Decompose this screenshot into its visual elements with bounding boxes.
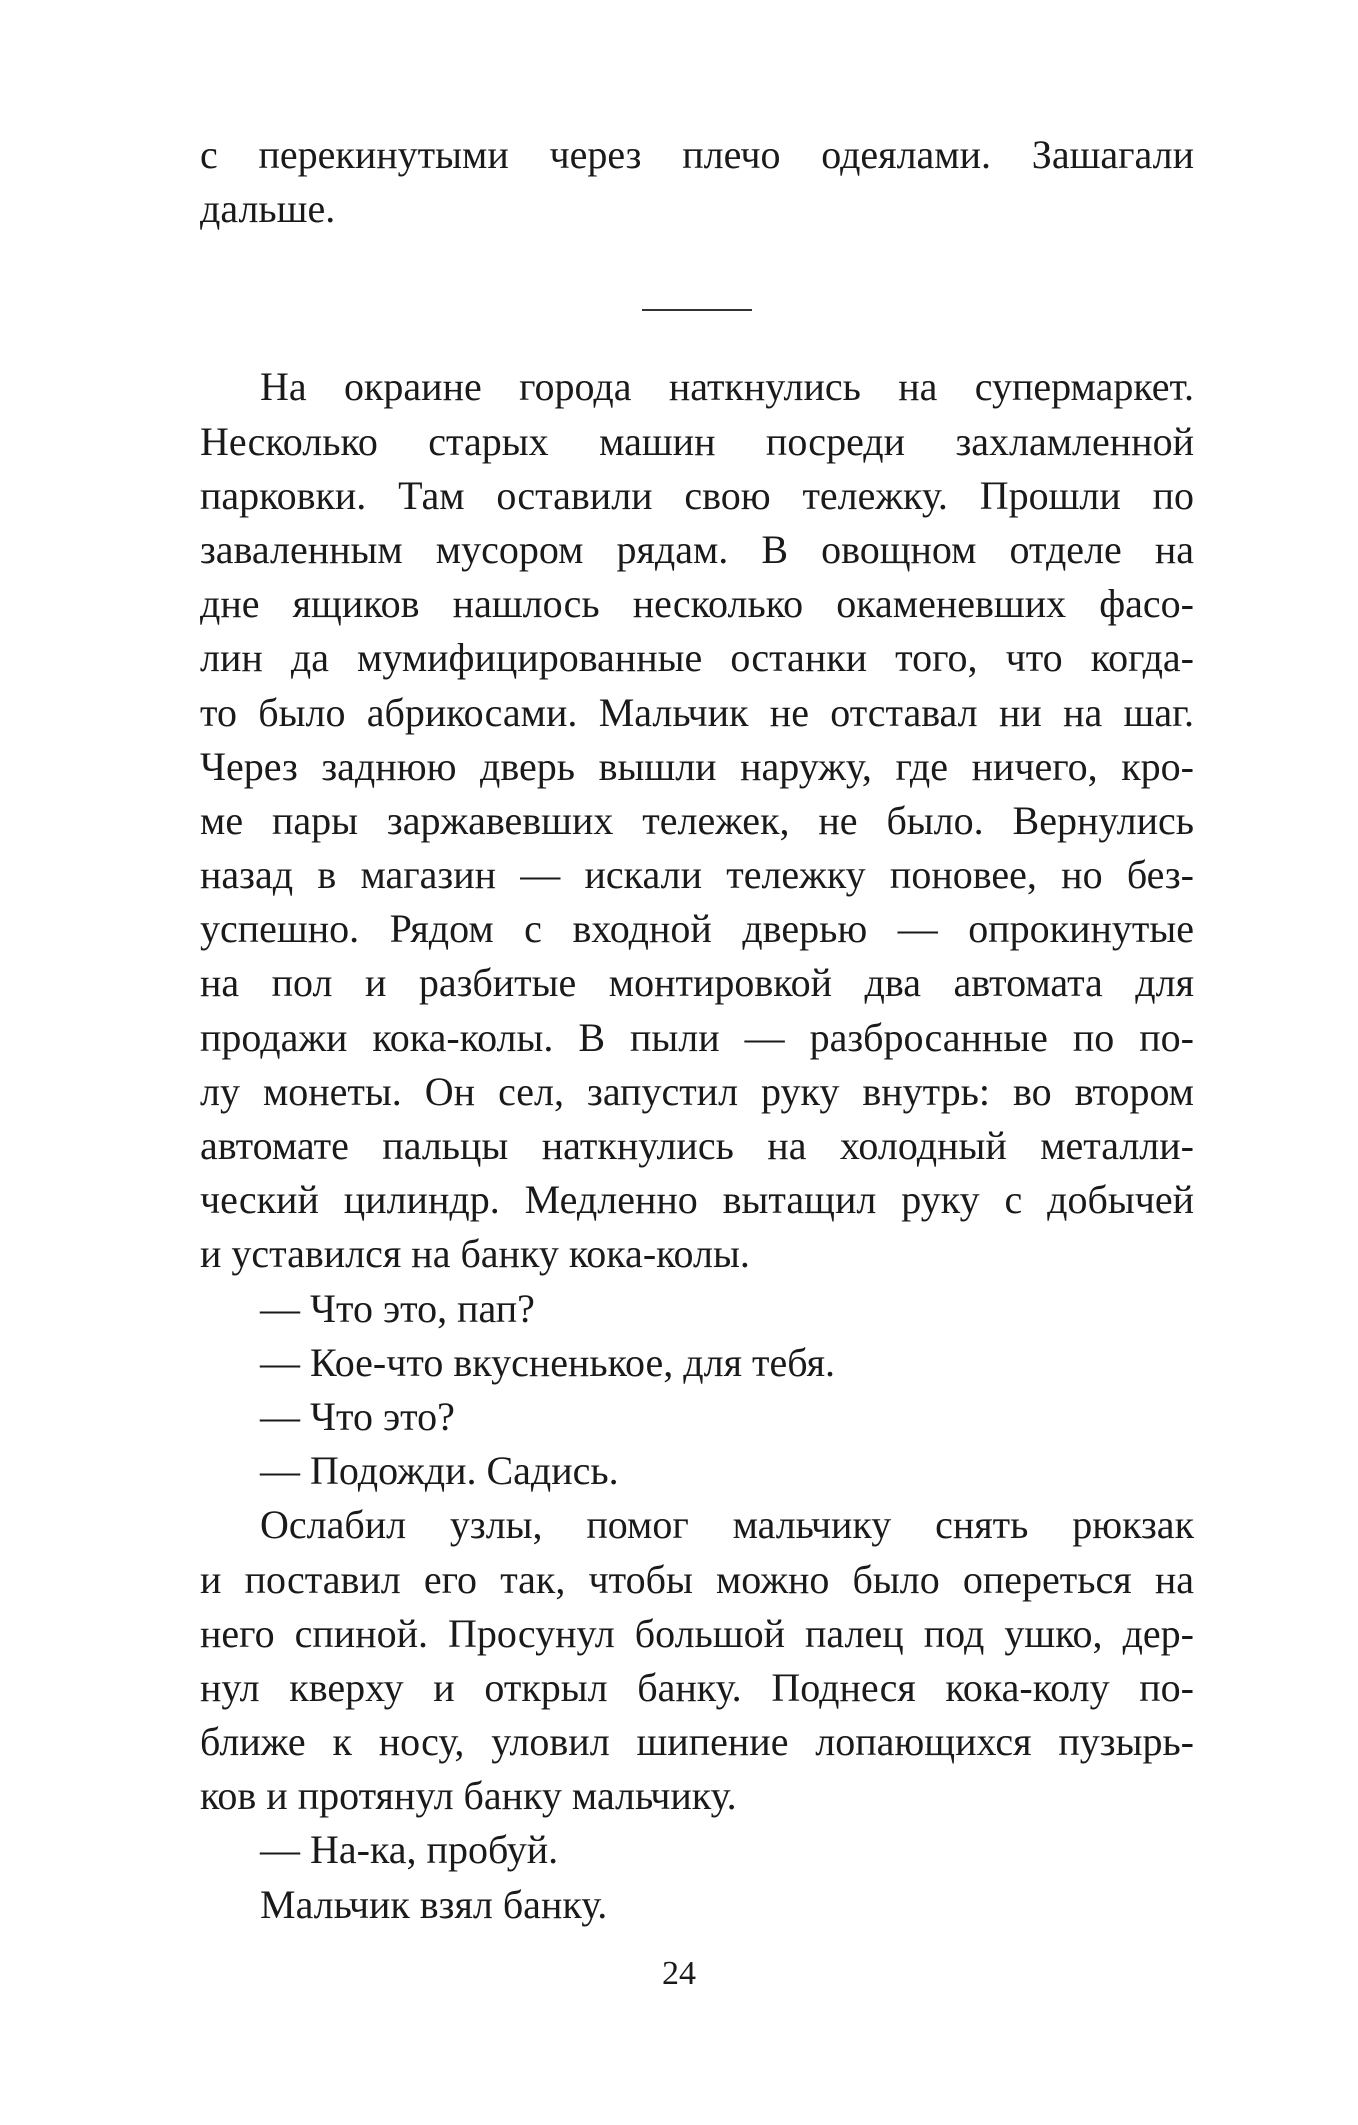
- text-line: и поставил его так, чтобы можно было опереться на: [200, 1556, 1194, 1602]
- text-line: ме пары заржавевших тележек, не было. Вернулись: [200, 797, 1194, 843]
- text-line: лу монеты. Он сел, запустил руку внутрь: во втором: [200, 1068, 1194, 1114]
- book-page-text: [200, 128, 1194, 1932]
- text-line: парковки. Там оставили свою тележку. Прошли по: [200, 472, 1194, 518]
- paragraph-final: [200, 1878, 1194, 1932]
- dialogue-block-2: [200, 1823, 1194, 1877]
- paragraph-supermarket: [200, 360, 1194, 1281]
- text-line: Мальчик взял банку.: [260, 1881, 608, 1927]
- text-line: то было абрикосами. Мальчик не отставал ни на шаг.: [200, 689, 1194, 735]
- text-line: назад в магазин — искали тележку поновее, но без-: [200, 852, 1194, 898]
- paragraph-opening-can: [200, 1498, 1194, 1823]
- text-line: и уставился на банку кока-колы.: [200, 1231, 750, 1277]
- text-line: него спиной. Просунул большой палец под ушко, дер-: [200, 1610, 1194, 1656]
- paragraph-continued: [200, 128, 1194, 236]
- text-line: автомате пальцы наткнулись на холодный металли-: [200, 1123, 1194, 1168]
- text-line: дне ящиков нашлось несколько окаменевших фасо-: [200, 581, 1194, 627]
- text-line: продажи кока-колы. В пыли — разбросанные по по-: [200, 1014, 1194, 1060]
- text-line: ческий цилиндр. Медленно вытащил руку с добычей: [200, 1177, 1194, 1223]
- dialogue-line: — На-ка, пробуй.: [260, 1827, 559, 1873]
- text-line: с перекинутыми через плечо одеялами. Зашагали: [200, 132, 1194, 177]
- page-number: 24: [662, 1955, 696, 1992]
- dialogue-line: — Кое-что вкусненькое, для тебя.: [260, 1339, 835, 1385]
- text-line: заваленным мусором рядам. В овощном отделе на: [200, 526, 1194, 572]
- dialogue-line: — Подожди. Садись.: [260, 1448, 619, 1494]
- text-line: Ослабил узлы, помог мальчику снять рюкзак: [260, 1502, 1194, 1548]
- text-line: Несколько старых машин посреди захламленной: [200, 418, 1194, 464]
- dialogue-line: — Что это?: [260, 1393, 455, 1439]
- text-line: ближе к носу, уловил шипение лопающихся пузырь-: [200, 1719, 1194, 1765]
- section-separator: [642, 309, 752, 311]
- text-line: на пол и разбитые монтировкой два автомата для: [200, 960, 1194, 1006]
- text-line: ков и протянул банку мальчику.: [200, 1773, 737, 1819]
- dialogue-block-1: [200, 1282, 1194, 1499]
- text-line: успешно. Рядом с входной дверью — опрокинутые: [200, 906, 1194, 952]
- dialogue-line: — Что это, пап?: [260, 1285, 535, 1331]
- text-line: нул кверху и открыл банку. Поднеся кока-колу по-: [200, 1664, 1194, 1710]
- text-line: Через заднюю дверь вышли наружу, где ничего, кро-: [200, 743, 1194, 789]
- text-line: лин да мумифицированные останки того, что когда-: [200, 635, 1194, 681]
- text-line: На окраине города наткнулись на супермаркет.: [260, 364, 1194, 410]
- text-line: дальше.: [200, 186, 336, 232]
